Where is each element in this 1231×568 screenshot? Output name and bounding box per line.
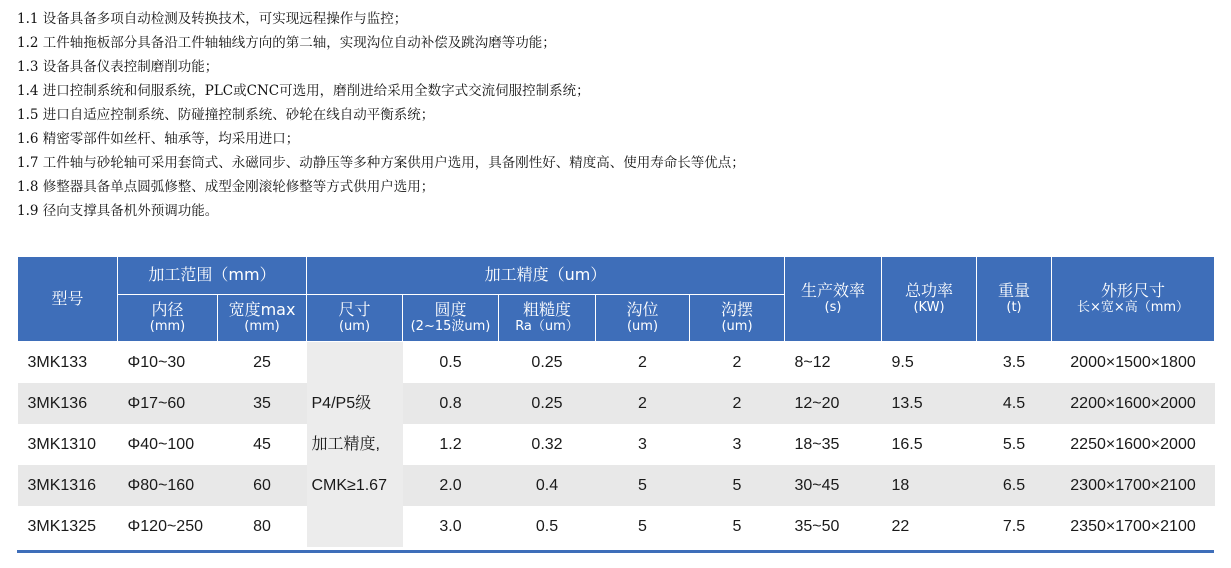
size-note-blank [312,506,403,547]
header-roughness-label: 粗糙度 [522,300,571,320]
header-dims [1052,257,1215,342]
header-range-group: 加工范围（mm） [118,257,307,295]
cell-inner: Φ10~30 [118,342,218,384]
header-width-max-label: 宽度max [228,300,296,320]
size-note-line: 加工精度, [311,436,380,453]
feature-item: 1.9 径向支撑具备机外预调功能。 [17,203,219,219]
header-size-label: 尺寸 [338,300,371,320]
spec-table [17,256,1215,547]
cell-groove-swing: 2 [690,342,785,384]
header-power [882,257,977,342]
table-row [18,506,1215,547]
cell-roughness: 0.32 [499,424,596,465]
cell-groove-swing: 2 [690,383,785,424]
header-efficiency-label: 生产效率 [800,281,865,301]
cell-roughness: 0.4 [499,465,596,506]
cell-dims: 2250×1600×2000 [1052,424,1215,465]
cell-roughness: 0.25 [499,342,596,384]
feature-item: 1.8 修整器具备单点圆弧修整、成型金刚滚轮修整等方式供用户选用； [17,179,435,195]
header-groove-pos-label: 沟位 [626,300,659,320]
size-note-line: CMK≥1.67 [311,477,387,494]
cell-model: 3MK133 [18,342,118,384]
feature-item: 1.4 进口控制系统和伺服系统，PLC或CNC可选用，磨削进给采用全数字式交流伺服控制系统； [17,83,590,99]
header-power-label: 总功率 [904,281,953,301]
cell-groove-pos: 2 [596,342,690,384]
cell-roundness: 0.8 [403,383,499,424]
header-accuracy-group: 加工精度（um） [307,257,785,295]
header-weight [977,257,1052,342]
cell-model: 3MK136 [18,383,118,424]
cell-dims: 2350×1700×2100 [1052,506,1215,547]
header-size-unit: (um) [338,318,371,334]
header-width-max-unit: (mm) [244,318,280,334]
cell-weight: 3.5 [977,342,1052,384]
cell-groove-pos: 3 [596,424,690,465]
feature-item: 1.7 工件轴与砂轮轴可采用套筒式、永磁同步、动静压等多种方案供用户选用，具备刚性好、精度高、使用寿命长等优点； [17,155,745,171]
cell-power: 16.5 [882,424,977,465]
header-roundness [403,295,499,342]
header-groove-pos-unit: (um) [626,318,659,334]
cell-roundness: 0.5 [403,342,499,384]
table-row [18,342,1215,384]
cell-efficiency: 35~50 [785,506,882,547]
cell-groove-swing: 5 [690,506,785,547]
header-model: 型号 [18,257,118,342]
header-roundness-unit: (2~15波um) [410,318,491,334]
cell-roundness: 3.0 [403,506,499,547]
cell-width: 80 [218,506,307,547]
cell-weight: 5.5 [977,424,1052,465]
header-roundness-label: 圆度 [434,300,467,320]
header-groove-swing-label: 沟摆 [720,300,753,320]
cell-roughness: 0.5 [499,506,596,547]
header-groove-swing-unit: (um) [721,318,753,334]
cell-inner: Φ120~250 [118,506,218,547]
cell-weight: 7.5 [977,506,1052,547]
header-groove-swing [690,295,785,342]
feature-item: 1.1 设备具备多项自动检测及转换技术，可实现远程操作与监控； [17,11,408,27]
cell-inner: Φ80~160 [118,465,218,506]
header-efficiency-unit: (s) [824,299,842,315]
cell-dims: 2300×1700×2100 [1052,465,1215,506]
table-bottom-rule [17,550,1214,553]
header-width-max [218,295,307,342]
header-inner-dia [118,295,218,342]
cell-groove-pos: 5 [596,465,690,506]
cell-model: 3MK1325 [18,506,118,547]
cell-model: 3MK1310 [18,424,118,465]
header-inner-dia-label: 内径 [151,300,184,320]
cell-inner: Φ17~60 [118,383,218,424]
cell-power: 22 [882,506,977,547]
table-row [18,465,1215,506]
size-note-line: P4/P5级 [311,395,372,412]
cell-groove-swing: 5 [690,465,785,506]
header-power-unit: (KW) [913,299,945,315]
cell-power: 18 [882,465,977,506]
size-note-blank [312,342,403,383]
header-size [307,295,403,342]
feature-item: 1.6 精密零部件如丝杆、轴承等，均采用进口； [17,131,300,147]
cell-dims: 2000×1500×1800 [1052,342,1215,384]
cell-efficiency: 30~45 [785,465,882,506]
cell-roundness: 2.0 [403,465,499,506]
cell-efficiency: 8~12 [785,342,882,384]
table-row [18,383,1215,424]
feature-list [17,7,745,223]
cell-efficiency: 12~20 [785,383,882,424]
cell-weight: 6.5 [977,465,1052,506]
cell-weight: 4.5 [977,383,1052,424]
header-efficiency [785,257,882,342]
cell-model: 3MK1316 [18,465,118,506]
cell-efficiency: 18~35 [785,424,882,465]
cell-power: 13.5 [882,383,977,424]
header-weight-unit: (t) [1006,299,1022,315]
header-dims-unit: 长×宽×高（mm） [1076,299,1190,315]
cell-power: 9.5 [882,342,977,384]
cell-roughness: 0.25 [499,383,596,424]
feature-item: 1.2 工件轴拖板部分具备沿工件轴轴线方向的第二轴，实现沟位自动补偿及跳沟磨等功能； [17,35,556,51]
cell-size-note [307,342,403,548]
header-groove-pos [596,295,690,342]
header-roughness-unit: Ra（um） [515,318,579,334]
cell-groove-pos: 5 [596,506,690,547]
cell-groove-pos: 2 [596,383,690,424]
feature-item: 1.3 设备具备仪表控制磨削功能； [17,59,219,75]
cell-width: 60 [218,465,307,506]
header-weight-label: 重量 [997,281,1030,301]
cell-width: 35 [218,383,307,424]
header-roughness [499,295,596,342]
cell-inner: Φ40~100 [118,424,218,465]
cell-roundness: 1.2 [403,424,499,465]
cell-width: 25 [218,342,307,384]
cell-groove-swing: 3 [690,424,785,465]
cell-dims: 2200×1600×2000 [1052,383,1215,424]
header-dims-label: 外形尺寸 [1100,281,1165,301]
feature-item: 1.5 进口自适应控制系统、防碰撞控制系统、砂轮在线自动平衡系统； [17,107,435,123]
table-row [18,424,1215,465]
header-inner-dia-unit: (mm) [149,318,186,334]
cell-width: 45 [218,424,307,465]
